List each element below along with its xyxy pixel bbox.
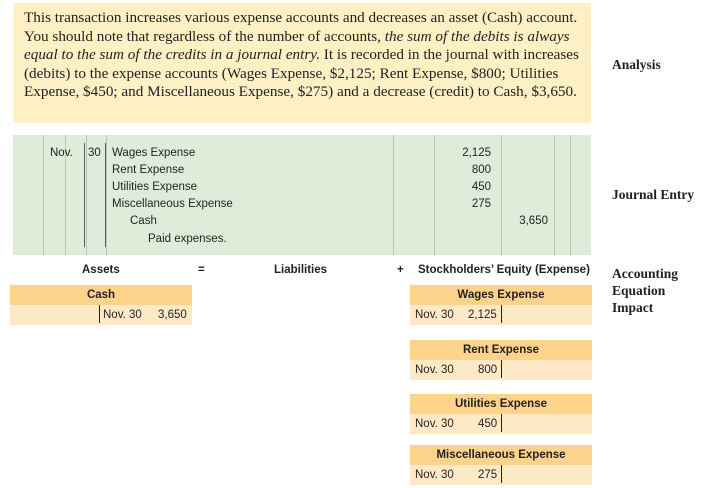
- journal-table: [13, 135, 591, 255]
- assets-heading: Assets: [82, 264, 120, 276]
- journal-explanation: Paid expenses.: [148, 233, 227, 245]
- journal-month: Nov.: [50, 147, 73, 159]
- analysis-text: [24, 9, 584, 102]
- journal-debit: 2,125: [462, 147, 491, 159]
- journal-rule: [43, 135, 44, 255]
- journal-rule: [570, 135, 571, 255]
- cash-t-account-title: Cash: [10, 285, 192, 306]
- utilities-expense-amount: 450: [478, 418, 498, 430]
- journal-date-rule: [105, 143, 106, 247]
- wages-expense-title: Wages Expense: [410, 285, 592, 306]
- analysis-label: Analysis: [612, 57, 661, 72]
- journal-date-rule: [84, 143, 85, 247]
- wages-expense-stem: [501, 305, 502, 323]
- equity-heading: Stockholders’ Equity (Expense): [418, 264, 590, 276]
- journal-rule: [554, 135, 555, 255]
- analysis-text-part1: This transaction increases various expense accounts and decreases an asset (Cash) account. You should note that regardless of the number of accounts,: [24, 9, 578, 45]
- journal-debit: 450: [471, 181, 491, 193]
- cash-t-account-stem: [99, 305, 100, 323]
- utilities-expense-date: Nov. 30: [415, 418, 454, 430]
- equation-label-line3: Impact: [612, 300, 654, 315]
- cash-t-account-amount: 3,650: [158, 309, 187, 321]
- equation-label-line2: Equation: [612, 283, 666, 298]
- plus-sign: +: [397, 264, 404, 276]
- rent-expense-amount: 800: [478, 364, 498, 376]
- journal-rule: [106, 135, 107, 255]
- journal-day: 30: [88, 147, 101, 159]
- analysis-text-part2: It is recorded in the journal with increases (debits) to the expense accounts (Wages Expense, $2,125; Rent Expense, $800; Utilities Expense, $450; and Miscellaneous Expense, $275) and a decrease (credit) to Cash, $3,650.: [24, 46, 579, 101]
- journal-account: Rent Expense: [112, 164, 185, 176]
- wages-expense-amount: 2,125: [468, 309, 497, 321]
- rent-expense-title: Rent Expense: [410, 340, 592, 361]
- journal-entry-label: Journal Entry: [612, 187, 695, 202]
- journal-rule: [434, 135, 435, 255]
- journal-account: Wages Expense: [112, 147, 196, 159]
- rent-expense-date: Nov. 30: [415, 364, 454, 376]
- journal-debit: 275: [471, 198, 491, 210]
- journal-debit: 800: [471, 164, 491, 176]
- miscellaneous-expense-title: Miscellaneous Expense: [410, 445, 592, 466]
- rent-expense-stem: [501, 360, 502, 378]
- liabilities-heading: Liabilities: [274, 264, 328, 276]
- journal-account: Cash: [130, 215, 157, 227]
- journal-account: Utilities Expense: [112, 181, 198, 193]
- analysis-box: [13, 3, 591, 123]
- wages-expense-date: Nov. 30: [415, 309, 454, 321]
- miscellaneous-expense-date: Nov. 30: [415, 469, 454, 481]
- analysis-emphasis: the sum of the debits is always equal to the sum of the credits in a journal entry.: [24, 27, 570, 64]
- cash-t-account-body: [10, 305, 192, 325]
- miscellaneous-expense-stem: [501, 465, 502, 483]
- equation-label-line1: Accounting: [612, 266, 679, 281]
- cash-t-account-date: Nov. 30: [103, 309, 142, 321]
- journal-rule: [393, 135, 394, 255]
- journal-account: Miscellaneous Expense: [112, 198, 233, 210]
- journal-credit: 3,650: [519, 215, 548, 227]
- miscellaneous-expense-amount: 275: [478, 469, 498, 481]
- utilities-expense-stem: [501, 414, 502, 432]
- utilities-expense-title: Utilities Expense: [410, 394, 592, 415]
- journal-rule: [86, 135, 87, 255]
- equals-sign: =: [198, 264, 205, 276]
- journal-rule: [501, 135, 502, 255]
